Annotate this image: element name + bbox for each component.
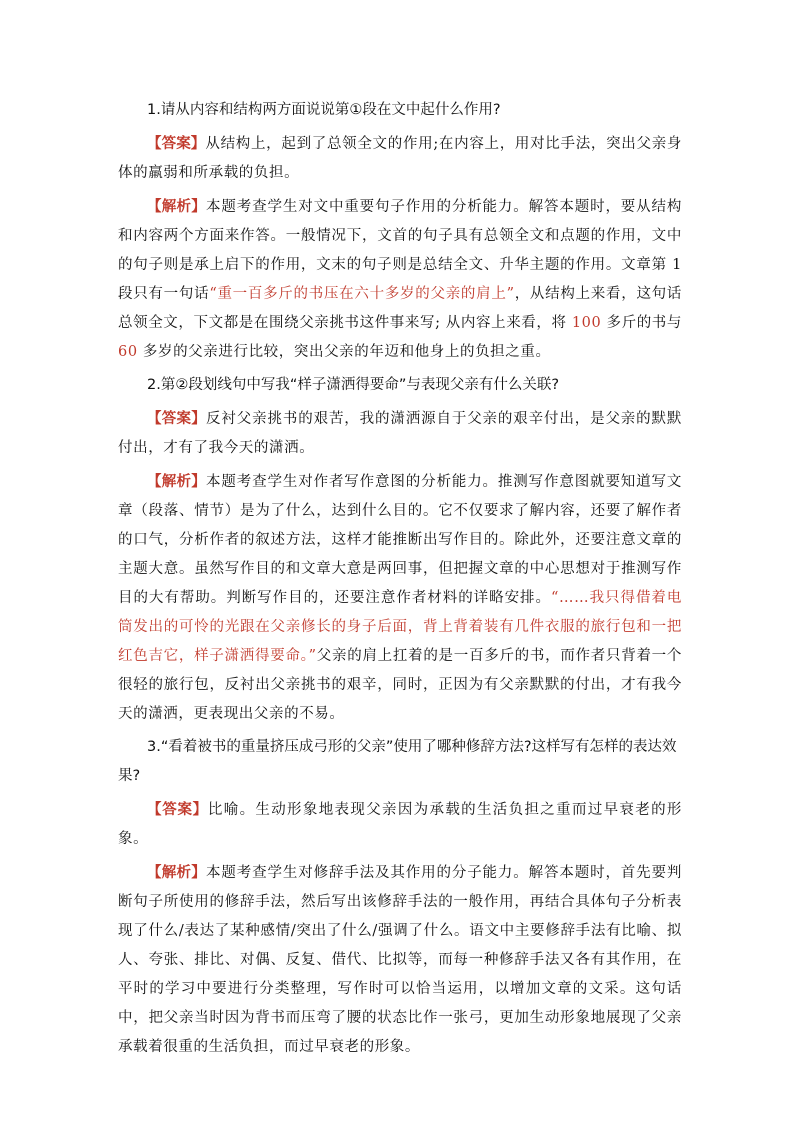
analysis-2-text-a: 本题考查学生对作者写作意图的分析能力。推测写作意图就要知道写文章（段落、情节）是为了什么，达到什么目的。它不仅要求了解内容，还要了解作者的口气，分析作者的叙述方法，这样才能推断出写作目的。除此外，还要注意文章的主题大意。虽然写作目的和文章大意是两回事，但把握文章的中心思想对于推测写作目的大有帮助。判断写作目的，还要注意作者材料的详略安排。 [118,474,682,606]
answer-tag: 【答案】 [147,801,208,818]
answer-3-text: 比喻。生动形象地表现父亲因为承载的生活负担之重而过早衰老的形象。 [118,802,683,847]
analysis-1-num-100: 100 [571,315,602,331]
question-1: 1.请从内容和结构两方面说说第①段在文中起什么作用? [147,102,501,118]
analysis-tag: 【解析】 [147,198,207,215]
analysis-3 [118,858,682,1062]
answer-tag: 【答案】 [147,135,206,152]
analysis-1-quote: “重一百多斤的书压在六十多岁的父亲的肩上” [209,286,515,302]
answer-tag: 【答案】 [147,410,207,427]
analysis-1-num-60: 60 [118,344,138,360]
analysis-tag: 【解析】 [147,473,207,490]
answer-3 [118,795,682,854]
answer-1-text: 从结构上，起到了总领全文的作用;在内容上，用对比手法，突出父亲身体的羸弱和所承载的负担。 [118,136,682,181]
answer-2-text: 反衬父亲挑书的艰苦，我的潇洒源自于父亲的艰辛付出，是父亲的默默付出，才有了我今天的潇洒。 [118,411,682,456]
question-2: 2.第②段划线句中写我“样子潇洒得要命”与表现父亲有什么关联? [147,377,560,393]
answer-1 [118,129,682,188]
analysis-2-text-b: 父亲的肩上扛着的是一百多斤的书，而作者只背着一个很轻的旅行包，反衬出父亲挑书的艰辛，同时，正因为有父亲默默的付出，才有我今天的潇洒，更表现出父亲的不易。 [118,648,682,722]
analysis-1 [118,192,682,367]
analysis-3-text: 本题考查学生对修辞手法及其作用的分子能力。解答本题时，首先要判断句子所使用的修辞手法，然后写出该修辞手法的一般作用，再结合具体句子分析表现了什么/表达了某种感情/突出了什么/强调了什么。语文中主要修辞手法有比喻、拟人、夸张、排比、对偶、反复、借代、比拟等，而每一种修辞手法又各有其作用，在平时的学习中要进行分类整理，写作时可以恰当运用，以增加文章的文采。这句话中，把父亲当时因为背书而压弯了腰的状态比作一张弓，更加生动形象地展现了父亲承载着很重的生活负担，而过早衰老的形象。 [118,865,682,1055]
analysis-2-quote: “……我只得借着电筒发出的可怜的光跟在父亲修长的身子后面，背上背着装有几件衣服的旅行包和一把红色吉它，样子潇洒得要命。” [118,590,682,664]
analysis-1-text-a: 本题考查学生对文中重要句子作用的分析能力。解答本题时，要从结构和内容两个方面来作答。一般情况下，文首的句子具有总领全文和点题的作用，文中的句子则是承上启下的作用，文末的句子则是总结全文、升华主题的作用。文章第 1 段只有一句话 [118,199,682,302]
analysis-2 [118,467,682,729]
answer-2 [118,404,682,463]
analysis-1-text-c: 多斤的书与 [601,315,683,331]
analysis-tag: 【解析】 [147,864,207,881]
analysis-1-text-d: 多岁的父亲进行比较，突出父亲的年迈和他身上的负担之重。 [137,344,551,360]
question-3: 3.“看着被书的重量挤压成弓形的父亲”使用了哪种修辞方法?这样写有怎样的表达效果? [118,739,677,784]
analysis-1-text-b: ，从结构上来看，这句话总领全文，下文都是在围绕父亲挑书这件事来写; 从内容上来看，将 [118,286,682,331]
